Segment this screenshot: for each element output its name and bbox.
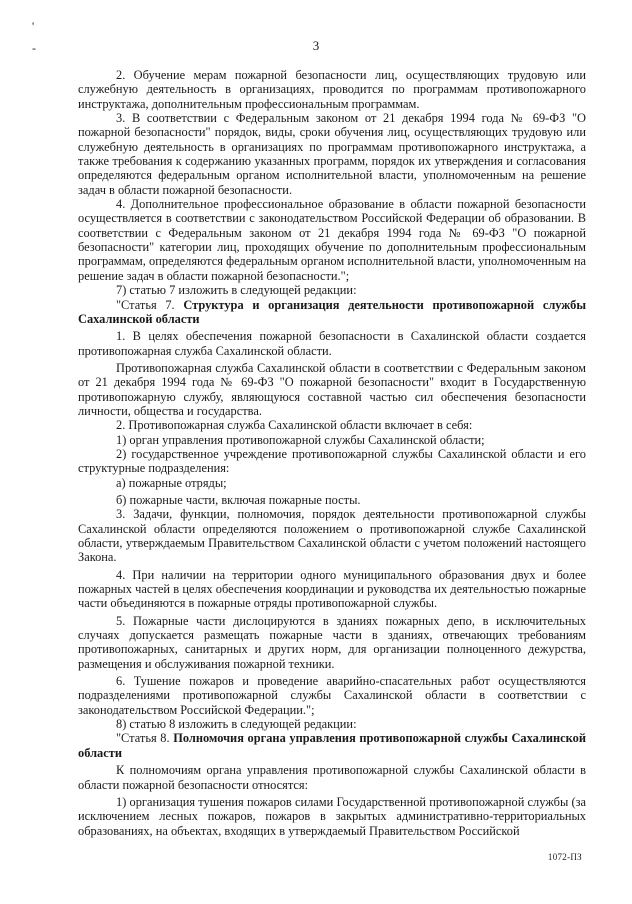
- paragraph: 3. В соответствии с Федеральным законом от 21 декабря 1994 года № 69-ФЗ "О пожарной безопасности" порядок, виды, сроки обучения лиц, осуществляющих трудовую или служебную деятельность в организациях по программам противопожарного инструктажа, а также требования к содержанию указанных программ, порядок их утверждения и согласования определяются федеральным органом исполнительной власти, уполномоченным на решение задач в области пожарной безопасности.: [78, 111, 586, 197]
- document-code: 1072-ПЗ: [547, 852, 582, 862]
- paragraph: 4. При наличии на территории одного муниципального образования двух и более пожарных частей в целях обеспечения координации и руководства их деятельностью пожарные части объединяются в пожарные отряды противопожарной службы.: [78, 567, 586, 611]
- paragraph: 1) организация тушения пожаров силами Государственной противопожарной службы (за исключением лесных пожаров, пожаров в закрытых административно-территориальных образованиях, на объектах, входящих в утверждаемый Правительством Российской: [78, 794, 586, 838]
- paragraph: 1. В целях обеспечения пожарной безопасности в Сахалинской области создается противопожарная служба Сахалинской области.: [78, 329, 586, 358]
- paragraph: 5. Пожарные части дислоцируются в зданиях пожарных депо, в исключительных случаях допускается размещать пожарные части в зданиях, отвечающих требованиям противопожарных, санитарных и других норм, для организации полноценного дежурства, размещения и обслуживания пожарной техники.: [78, 613, 586, 671]
- paragraph: 2) государственное учреждение противопожарной службы Сахалинской области и его структурные подразделения:: [78, 446, 586, 476]
- paragraph: 1) орган управления противопожарной службы Сахалинской области;: [116, 432, 485, 447]
- article-prefix: "Статья 7.: [116, 297, 184, 312]
- paragraph: 2. Обучение мерам пожарной безопасности лиц, осуществляющих трудовую или служебную деятельность в организациях, проводится по программам противопожарного инструктажа, дополнительным профессиональным программам.: [78, 68, 586, 111]
- paragraph: 7) статью 7 изложить в следующей редакции:: [116, 283, 357, 298]
- paragraph: 8) статью 8 изложить в следующей редакции:: [116, 717, 357, 732]
- document-body: [78, 68, 586, 838]
- paragraph: б) пожарные части, включая пожарные посты.: [116, 492, 361, 507]
- article-title: Полномочия органа управления противопожарной службы Сахалинской области: [78, 731, 586, 760]
- margin-mark: ': [32, 19, 35, 33]
- paragraph: а) пожарные отряды;: [116, 475, 227, 490]
- paragraph: 6. Тушение пожаров и проведение аварийно-спасательных работ осуществляются подразделениями противопожарной службы Сахалинской области в соответствии с законодательством Российской Федерации.";: [78, 674, 586, 717]
- article-title: Структура и организация деятельности противопожарной службы Сахалинской области: [78, 297, 586, 326]
- paragraph: К полномочиям органа управления противопожарной службы Сахалинской области в области пожарной безопасности относятся:: [78, 763, 586, 792]
- paragraph: 4. Дополнительное профессиональное образование в области пожарной безопасности осуществляется в соответствии с законодательством Российской Федерации об образовании. В соответствии с Федеральным законом от 21 декабря 1994 года № 69-ФЗ "О пожарной безопасности" категории лиц, проходящих обучение по дополнительным профессиональным программам, определяются федеральным органом исполнительной власти, уполномоченным на решение задач в области пожарной безопасности.";: [78, 197, 586, 283]
- article-prefix: "Статья 8.: [116, 731, 174, 746]
- article-heading: [78, 298, 586, 327]
- article-heading: [78, 731, 586, 760]
- page-number: 3: [312, 38, 320, 53]
- paragraph: Противопожарная служба Сахалинской области в соответствии с Федеральным законом от 21 декабря 1994 года № 69-ФЗ "О пожарной безопасности" входит в Государственную противопожарную службу, являющуюся составной частью сил обеспечения безопасности личности, общества и государства.: [78, 360, 586, 418]
- paragraph: 2. Противопожарная служба Сахалинской области включает в себя:: [116, 418, 473, 433]
- paragraph: 3. Задачи, функции, полномочия, порядок деятельности противопожарной службы Сахалинской области определяются положением о противопожарной службе Сахалинской области, утверждаемым Правительством Сахалинской области с учетом положений настоящего Закона.: [78, 507, 586, 565]
- margin-mark: -: [32, 41, 36, 55]
